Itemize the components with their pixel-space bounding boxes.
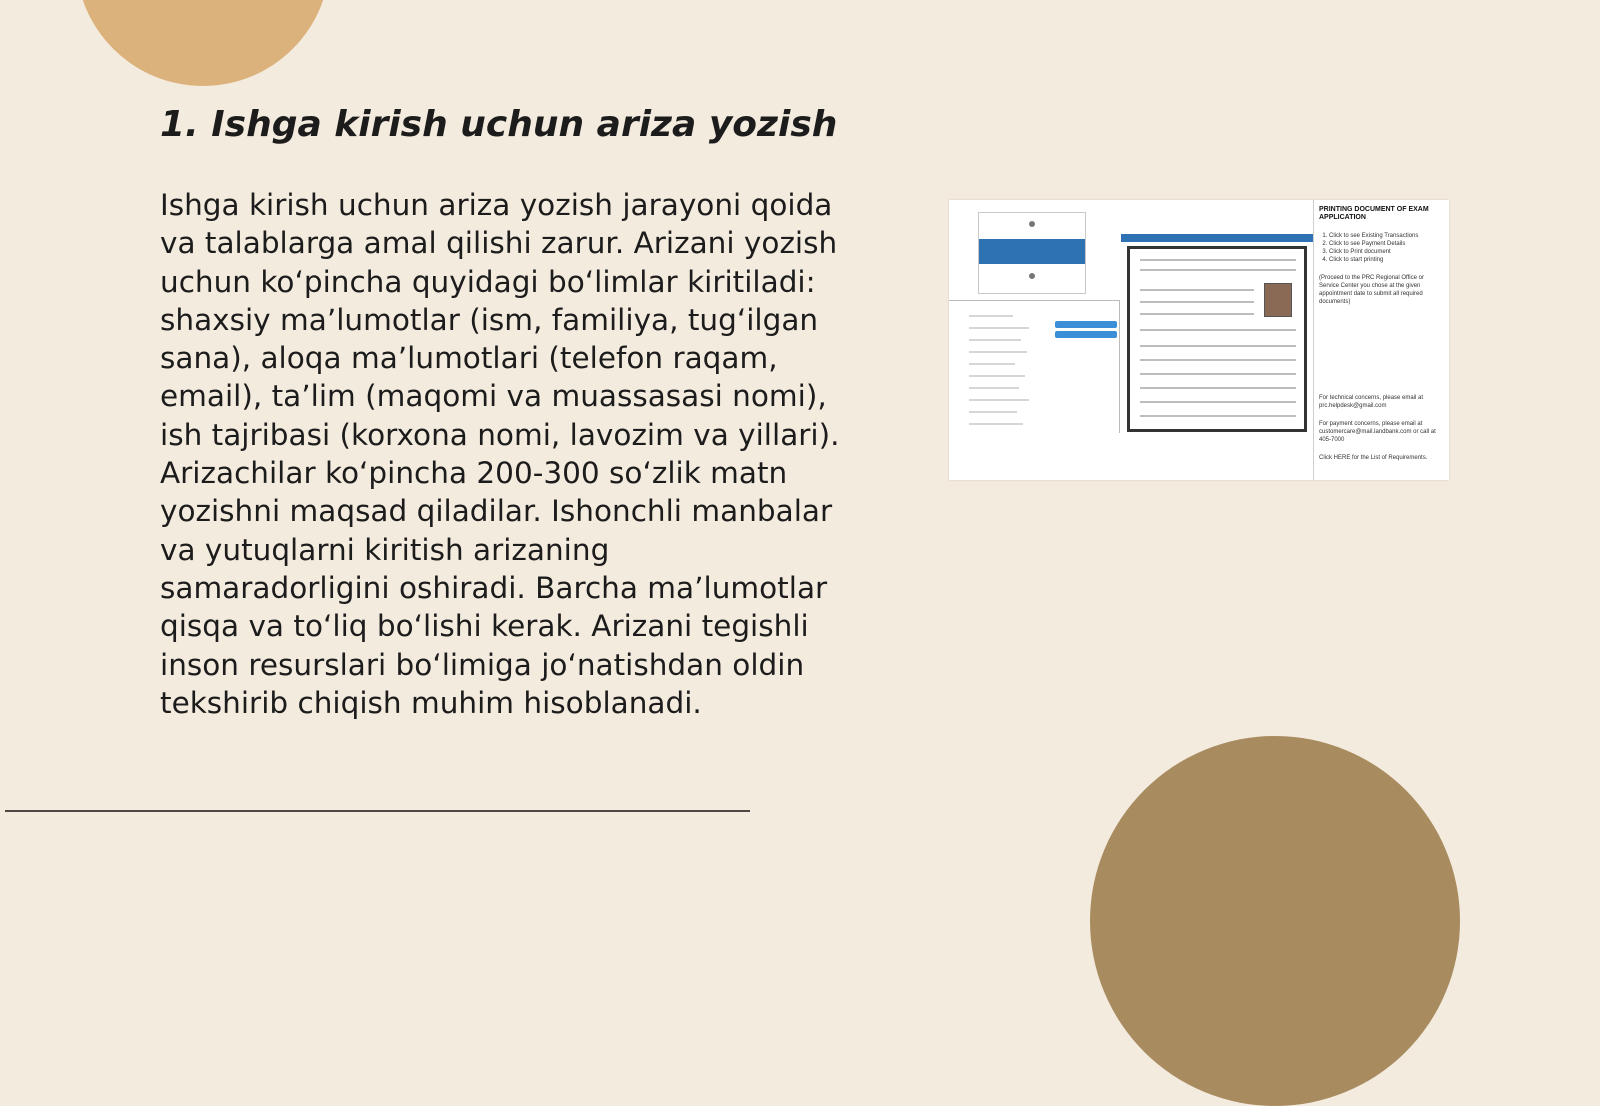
application-screenshot-image [949, 200, 1449, 480]
application-document-preview [1127, 246, 1307, 432]
table-row [969, 327, 1029, 329]
phone-icon [1029, 273, 1035, 279]
doc-line [1140, 259, 1296, 261]
doc-line [1140, 401, 1296, 403]
doc-line [1140, 289, 1254, 291]
table-row [969, 411, 1017, 413]
applicant-photo [1264, 283, 1292, 317]
table-row [969, 375, 1025, 377]
doc-line [1140, 313, 1254, 315]
divider-line [5, 810, 750, 812]
doc-line [1140, 329, 1296, 331]
panel-title: PRINTING DOCUMENT OF EXAM APPLICATION [1319, 206, 1429, 221]
printing-instructions-panel [1317, 204, 1443, 474]
table-row [969, 351, 1027, 353]
panel-note: Click HERE for the List of Requirements. [1319, 455, 1428, 461]
panel-separator [1313, 200, 1314, 480]
table-row [969, 363, 1015, 365]
doc-line [1140, 415, 1296, 417]
list-item: 2. Click to see Payment Details [1329, 240, 1443, 248]
list-item: 3. Click to Print document [1329, 248, 1443, 256]
slide-body-text: Ishga kirish uchun ariza yozish jarayoni qoida va talablarga amal qilishi zarur. Arizani yozish uchun ko‘pincha quyidagi bo‘limlar kiritiladi: shaxsiy ma’lumotlar (ism, familiya, tug‘ilgan sana), aloqa ma’lumotlari (telefon raqam, email), ta’lim (maqomi va muassasasi nomi), ish tajribasi (korxona nomi, lavozim va yillari). Arizachilar ko‘pincha 200-300 so‘zlik matn yozishni maqsad qiladilar. Ishonchli manbalar va yutuqlarni kiritish arizaning samaradorligini oshiradi. Barcha ma’lumotlar qisqa va to‘liq bo‘lishi kerak. Arizani tegishli inson resurslari bo‘limiga jo‘natishdan oldin tekshirib chiqish muhim hisoblanadi. [160, 188, 840, 720]
table-row [969, 423, 1023, 425]
slide-title: 1. Ishga kirish uchun ariza yozish [160, 104, 838, 145]
decorative-circle-bottom [1090, 736, 1460, 1106]
doc-line [1140, 373, 1296, 375]
table-row [969, 315, 1013, 317]
decorative-circle-top [76, 0, 330, 86]
panel-note: For payment concerns, please email at customercare@mail.landbank.com or call at 405-7000 [1319, 421, 1436, 443]
panel-note: (Proceed to the PRC Regional Office or Service Center you chose at the given appointment date to submit all required documents) [1319, 275, 1424, 305]
steps-list [1317, 232, 1443, 264]
table-row [969, 399, 1029, 401]
login-card-highlight [979, 239, 1085, 264]
list-item: 4. Click to start printing [1329, 256, 1443, 264]
blue-button [1055, 321, 1117, 328]
list-item: 1. Click to see Existing Transactions [1329, 232, 1443, 240]
table-row [969, 387, 1019, 389]
panel-note: For technical concerns, please email at prc.helpdesk@gmail.com [1319, 395, 1424, 409]
doc-line [1140, 387, 1296, 389]
user-icon [1029, 221, 1035, 227]
doc-line [1140, 345, 1296, 347]
doc-line [1140, 269, 1296, 271]
doc-line [1140, 359, 1296, 361]
table-row [969, 339, 1021, 341]
login-card [978, 212, 1086, 294]
blue-button [1055, 331, 1117, 338]
document-toolbar [1121, 234, 1313, 242]
transactions-table [949, 300, 1120, 433]
doc-line [1140, 301, 1254, 303]
